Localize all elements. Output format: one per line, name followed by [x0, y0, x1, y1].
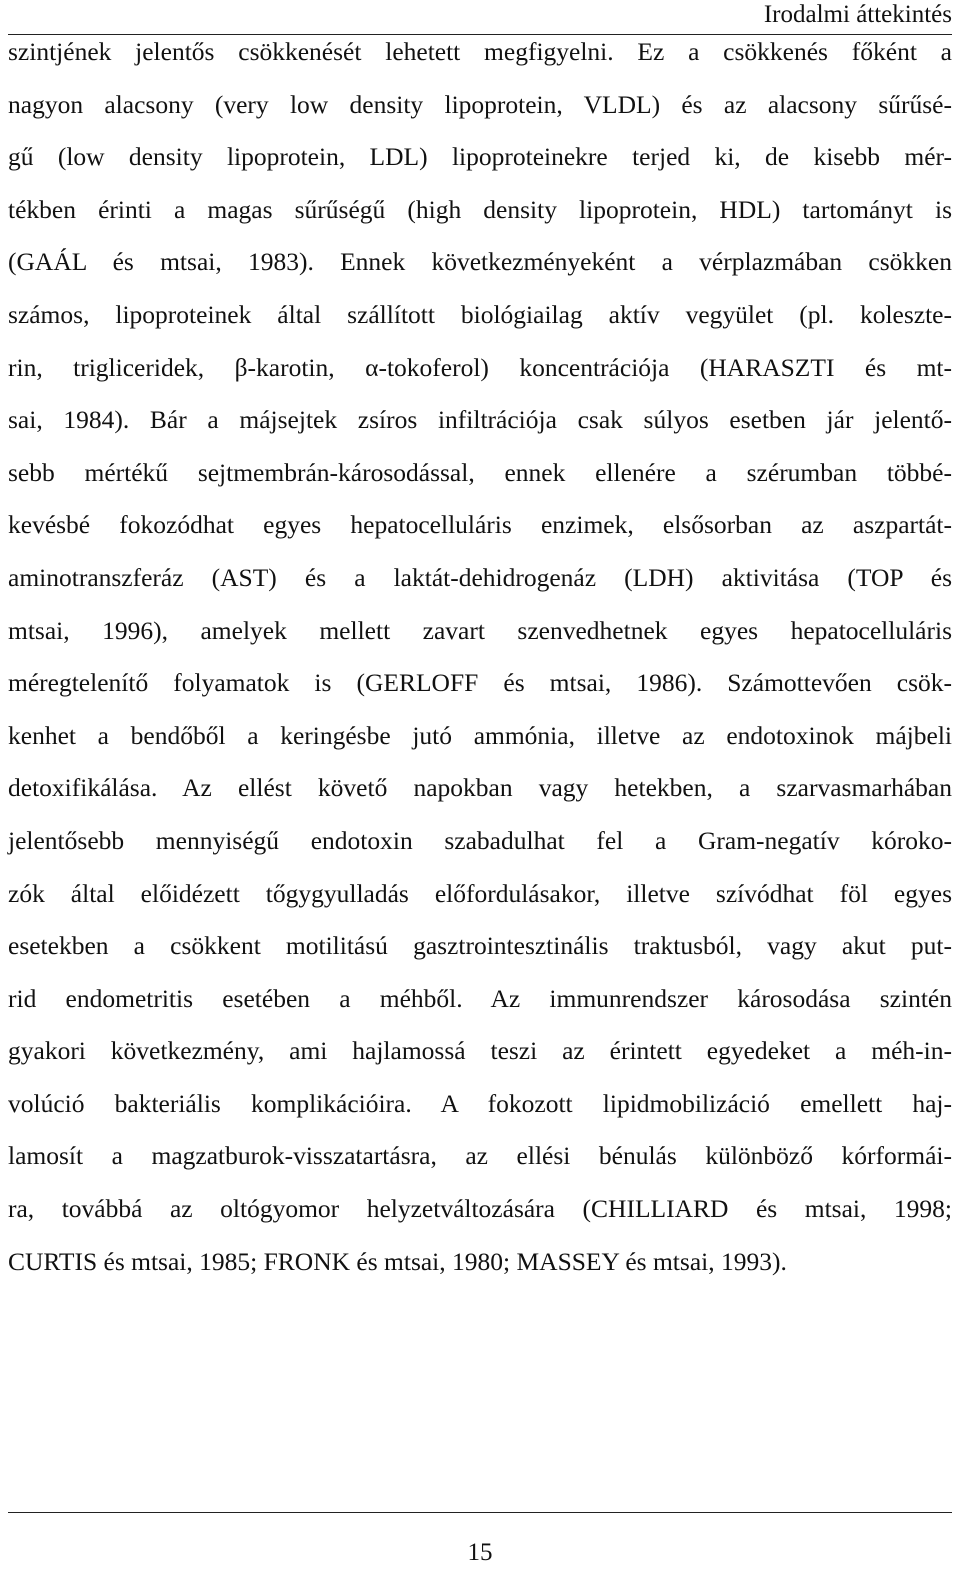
text-line: volúció bakteriális komplikációira. A fokozott lipidmobilizáció emellett haj-	[8, 1088, 952, 1118]
text-line: zók által előidézett tőgygyulladás előfordulásakor, illetve szívódhat föl egyes	[8, 878, 952, 908]
text-line: méregtelenítő folyamatok is (GERLOFF és mtsai, 1986). Számottevően csök-	[8, 668, 952, 698]
footer-divider	[8, 1512, 952, 1513]
text-line: lamosít a magzatburok-visszatartásra, az ellési bénulás különböző kórformái-	[8, 1141, 952, 1171]
page-number: 15	[467, 1539, 493, 1566]
text-line-last: CURTIS és mtsai, 1985; FRONK és mtsai, 1980; MASSEY és mtsai, 1993).	[8, 1246, 787, 1276]
text-line: gyakori következmény, ami hajlamossá teszi az érintett egyedeket a méh-in-	[8, 1036, 952, 1066]
text-line: számos, lipoproteinek által szállított biológiailag aktív vegyület (pl. koleszte-	[8, 299, 952, 329]
text-line: tékben érinti a magas sűrűségű (high density lipoprotein, HDL) tartományt is	[8, 194, 952, 224]
text-line: rin, trigliceridek, β-karotin, α-tokoferol) koncentrációja (HARASZTI és mt-	[8, 352, 952, 382]
chapter-title: Irodalmi áttekintés	[763, 1, 952, 28]
text-line: szintjének jelentős csökkenését lehetett megfigyelni. Ez a csökkenés főként a	[8, 37, 952, 66]
text-line: sai, 1984). Bár a májsejtek zsíros infiltrációja csak súlyos esetben jár jelentő-	[8, 405, 952, 435]
text-line: aminotranszferáz (AST) és a laktát-dehidrogenáz (LDH) aktivitása (TOP és	[8, 562, 952, 592]
body-paragraph	[8, 26, 952, 1288]
text-line: kevésbé fokozódhat egyes hepatocelluláris enzimek, elsősorban az aszpartát-	[8, 510, 952, 540]
text-line: gű (low density lipoprotein, LDL) lipoproteinekre terjed ki, de kisebb mér-	[8, 142, 952, 172]
text-line: sebb mértékű sejtmembrán-károsodással, ennek ellenére a szérumban többé-	[8, 457, 952, 487]
text-line: jelentősebb mennyiségű endotoxin szabadulhat fel a Gram-negatív kóroko-	[8, 825, 952, 855]
text-line: nagyon alacsony (very low density lipoprotein, VLDL) és az alacsony sűrűsé-	[8, 89, 952, 119]
text-line: kenhet a bendőből a keringésbe jutó ammónia, illetve az endotoxinok májbeli	[8, 720, 952, 750]
text-line: rid endometritis esetében a méhből. Az immunrendszer károsodása szintén	[8, 983, 952, 1013]
text-line: mtsai, 1996), amelyek mellett zavart szenvedhetnek egyes hepatocelluláris	[8, 615, 952, 645]
text-line: esetekben a csökkent motilitású gasztrointesztinális traktusból, vagy akut put-	[8, 931, 952, 961]
text-line: detoxifikálása. Az ellést követő napokban vagy hetekben, a szarvasmarhában	[8, 773, 952, 803]
text-line: (GAÁL és mtsai, 1983). Ennek következményeként a vérplazmában csökken	[8, 247, 952, 277]
text-line: ra, továbbá az oltógyomor helyzetváltozására (CHILLIARD és mtsai, 1998;	[8, 1194, 952, 1224]
